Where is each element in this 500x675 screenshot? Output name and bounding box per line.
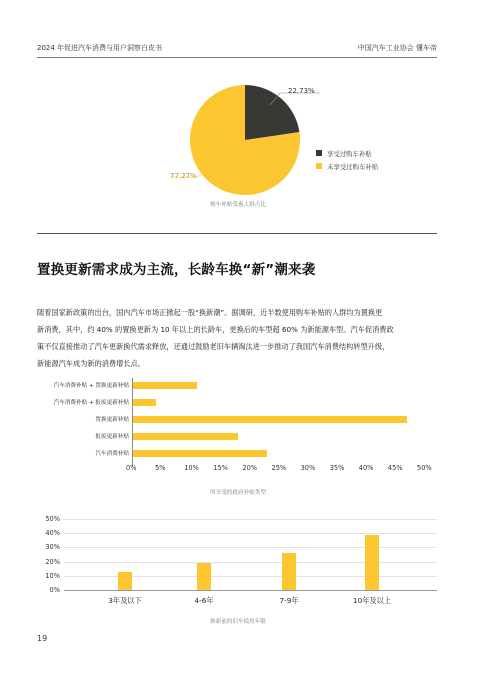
vbar-y-tick: 20% bbox=[45, 557, 60, 566]
vbar-bar bbox=[365, 535, 379, 590]
vbar-caption: 换新前的旧车使用年限 bbox=[210, 619, 266, 625]
hbar-x-tick: 15% bbox=[213, 464, 228, 472]
vbar-category-label: 4-6年 bbox=[194, 596, 214, 605]
hbar-category-label: 报废更新补贴 bbox=[95, 434, 129, 440]
hbar-x-tick: 0% bbox=[126, 464, 137, 472]
pie-label-received: 22.73% bbox=[288, 87, 315, 95]
hbar-category-label: 汽车消费补贴 + 置换更新补贴 bbox=[53, 383, 129, 389]
hbar-x-tick: 10% bbox=[184, 464, 199, 472]
legend-label-received: 享受过购车补贴 bbox=[327, 150, 372, 158]
header-right-title: 中国汽车工业协会 懂车帝 bbox=[357, 44, 437, 52]
vbar-y-tick: 50% bbox=[45, 515, 60, 523]
hbar-x-tick: 40% bbox=[358, 464, 374, 472]
hbar-bar bbox=[133, 399, 156, 406]
vbar-category-label: 7-9年 bbox=[279, 596, 299, 605]
hbar-x-tick: 30% bbox=[300, 464, 316, 472]
vbar-y-tick: 30% bbox=[45, 543, 60, 552]
hbar-category-label: 汽车消费补贴 + 报废更新补贴 bbox=[53, 400, 129, 406]
vbar-y-tick: 10% bbox=[45, 571, 60, 580]
section-divider bbox=[37, 233, 437, 234]
hbar-category-label: 置换更新补贴 bbox=[95, 417, 129, 423]
header-left-title: 2024 年促进汽车消费与用户洞察白皮书 bbox=[37, 44, 163, 52]
hbar-x-tick: 25% bbox=[271, 464, 287, 472]
legend-swatch-received bbox=[316, 150, 322, 156]
paragraph-line: 随着国家新政策的出台，国内汽车市场正掀起一股“换新潮”。据调研，近半数使用购车补贴的人群均为置换更 bbox=[37, 308, 383, 317]
legend-label-not-received: 未享受过购车补贴 bbox=[327, 163, 379, 171]
vbar-y-tick: 40% bbox=[45, 529, 60, 538]
paragraph-line: 策不仅直接推动了汽车更新换代需求释放，还通过鼓励老旧车辆淘汰进一步推动了我国汽车消费结构转型升级， bbox=[37, 342, 390, 351]
hbar-bar bbox=[133, 416, 407, 423]
hbar-x-tick: 5% bbox=[155, 464, 166, 472]
paragraph-line: 新能源汽车成为新的消费增长点。 bbox=[37, 359, 145, 368]
vbar-gridline bbox=[64, 533, 437, 534]
hbar-category-label: 汽车消费补贴 bbox=[95, 451, 129, 457]
header-divider bbox=[37, 57, 437, 58]
vbar-category-label: 3年及以下 bbox=[108, 596, 142, 605]
vbar-y-tick: 0% bbox=[49, 586, 60, 594]
hbar-bar bbox=[133, 433, 238, 440]
vbar-category-label: 10年及以上 bbox=[353, 596, 391, 605]
pie-label-not-received: 77.27% bbox=[170, 172, 197, 180]
vbar-gridline bbox=[64, 562, 437, 563]
hbar-x-tick: 45% bbox=[387, 464, 403, 472]
hbar-x-tick: 20% bbox=[242, 464, 258, 472]
hbar-caption: 所享受的政府补贴类型 bbox=[210, 490, 266, 496]
vbar-bar bbox=[118, 572, 132, 590]
vbar-gridline bbox=[64, 590, 437, 591]
hbar-bar bbox=[133, 450, 267, 457]
pie-caption: 购车补贴受惠人群占比 bbox=[210, 202, 266, 208]
legend-swatch-not-received bbox=[316, 163, 322, 169]
vbar-gridline bbox=[64, 547, 437, 548]
hbar-bar bbox=[133, 382, 197, 389]
section-heading: 置换更新需求成为主流，长龄车换“新”潮来袭 bbox=[37, 262, 316, 278]
vbar-gridline bbox=[64, 519, 437, 520]
vbar-bar bbox=[282, 553, 296, 590]
vbar-bar bbox=[197, 563, 211, 590]
body-paragraph bbox=[37, 304, 437, 372]
hbar-x-tick: 35% bbox=[329, 464, 345, 472]
hbar-x-tick: 50% bbox=[417, 464, 432, 472]
page-number: 19 bbox=[37, 634, 48, 643]
paragraph-line: 新消费，其中，约 40% 的置换更新为 10 年以上的长龄车，更换后的车型超 60% 为新能源车型。汽车促消费政 bbox=[37, 325, 394, 334]
